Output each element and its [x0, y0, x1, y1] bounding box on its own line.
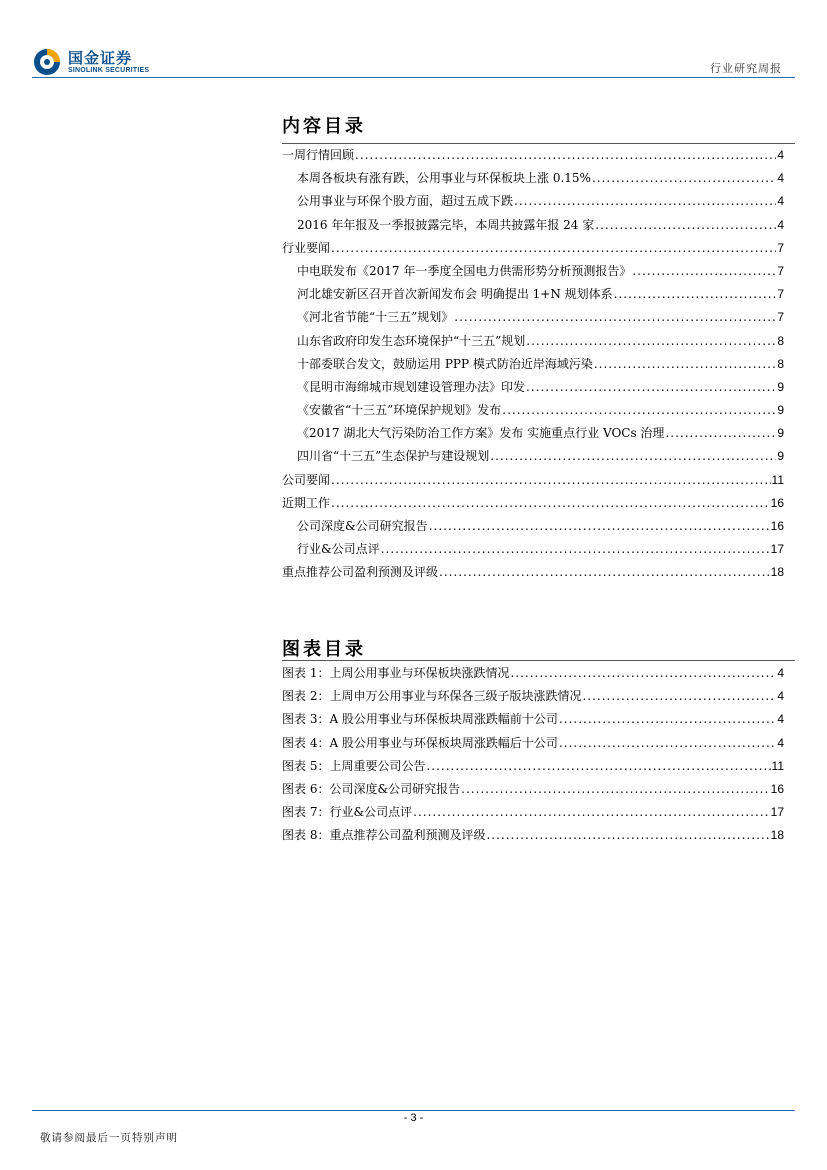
toc-entry[interactable] — [282, 494, 784, 517]
figure-entry-label: 图表 5：上周重要公司公告 — [282, 758, 426, 773]
dot-leader — [439, 565, 770, 579]
figure-entry[interactable] — [282, 757, 784, 780]
toc-entry-label: 近期工作 — [282, 495, 331, 510]
toc-entry[interactable] — [282, 216, 784, 239]
figure-entry-page: 4 — [777, 666, 784, 680]
dot-leader — [614, 287, 777, 301]
header-divider — [32, 77, 795, 78]
toc-entry[interactable] — [282, 308, 784, 331]
toc-entry[interactable] — [282, 239, 784, 262]
figure-entry-page: 4 — [777, 689, 784, 704]
dot-leader — [426, 759, 770, 773]
toc-entry-label: 2016 年年报及一季报披露完毕，本周共披露年报 24 家 — [297, 217, 595, 232]
toc-entry-label: 《河北省节能“十三五”规划》 — [297, 310, 454, 325]
toc-entry-label: 《安徽省“十三五”环境保护规划》发布 — [297, 403, 502, 418]
figure-entry-page: 16 — [770, 781, 784, 796]
toc-entry[interactable] — [282, 169, 784, 192]
toc-entry-page: 11 — [771, 472, 784, 487]
toc-entry[interactable] — [282, 424, 784, 447]
dot-leader — [331, 496, 770, 510]
figure-entry[interactable] — [282, 687, 784, 710]
toc-entry-page: 16 — [770, 519, 784, 533]
toc-entry-page: 7 — [777, 240, 784, 255]
figure-entry[interactable] — [282, 710, 784, 733]
footer-divider — [32, 1110, 795, 1111]
dot-leader — [592, 171, 776, 185]
page-header — [0, 0, 827, 80]
toc-entry-label: 本周各板块有涨有跌，公用事业与环保板块上涨 0.15% — [297, 171, 591, 186]
toc-entry[interactable] — [282, 332, 784, 355]
toc-entry-page: 17 — [770, 542, 784, 557]
toc-entry-page: 9 — [777, 449, 784, 464]
figures-title: 图表目录 — [282, 639, 366, 660]
figure-entry[interactable] — [282, 803, 784, 826]
figure-entry-label: 图表 6：公司深度&公司研究报告 — [282, 781, 461, 796]
logo-mark-icon — [32, 47, 62, 77]
figures-title-rule — [282, 660, 795, 661]
dot-leader — [381, 542, 770, 556]
toc-entry[interactable] — [282, 378, 784, 401]
toc-entry-label: 《昆明市海绵城市规划建设管理办法》印发 — [297, 379, 526, 394]
page-number: - 3 - — [403, 1112, 424, 1124]
dot-leader — [502, 403, 776, 417]
dot-leader — [665, 426, 776, 440]
list-of-figures — [282, 664, 784, 850]
toc-entry[interactable] — [282, 262, 784, 285]
figure-entry[interactable] — [282, 664, 784, 687]
toc-entry-page: 4 — [777, 171, 784, 186]
figure-entry[interactable] — [282, 780, 784, 803]
toc-entry[interactable] — [282, 471, 784, 494]
toc-entry-page: 8 — [777, 356, 784, 371]
dot-leader — [594, 357, 776, 371]
report-type: 行业研究周报 — [710, 62, 782, 75]
dot-leader — [486, 828, 769, 842]
dot-leader — [331, 241, 776, 255]
toc-entry[interactable] — [282, 146, 784, 169]
dot-leader — [461, 782, 770, 796]
toc-entry-label: 公司要闻 — [282, 472, 331, 487]
toc-entry-label: 行业&公司点评 — [297, 542, 380, 557]
toc-entry-label: 十部委联合发文，鼓励运用 PPP 模式防治近岸海域污染 — [297, 356, 593, 371]
toc-entry[interactable] — [282, 285, 784, 308]
figure-entry-page: 11 — [771, 758, 784, 773]
contents-title-rule — [282, 143, 795, 144]
toc-entry-page: 9 — [777, 403, 784, 418]
toc-entry[interactable] — [282, 401, 784, 424]
figure-entry-page: 17 — [770, 805, 784, 820]
dot-leader — [454, 310, 776, 324]
figure-entry-label: 图表 2：上周申万公用事业与环保各三级子版块涨跌情况 — [282, 689, 582, 704]
figure-entry-page: 4 — [777, 712, 784, 727]
figure-entry-page: 4 — [777, 735, 784, 750]
dot-leader — [595, 218, 776, 232]
dot-leader — [514, 194, 776, 208]
toc-entry-label: 公用事业与环保个股方面，超过五成下跌 — [297, 194, 514, 209]
toc-entry[interactable] — [282, 355, 784, 378]
toc-entry-label: 四川省“十三五”生态保护与建设规划 — [297, 449, 490, 464]
toc-entry-page: 4 — [777, 217, 784, 232]
toc-entry-label: 一周行情回顾 — [282, 148, 355, 162]
figure-entry-label: 图表 7：行业&公司点评 — [282, 805, 413, 820]
figure-entry-page: 18 — [770, 828, 784, 843]
sinolink-logo — [32, 46, 149, 78]
toc-entry[interactable] — [282, 447, 784, 470]
toc-entry-label: 重点推荐公司盈利预测及评级 — [282, 565, 439, 580]
dot-leader — [429, 519, 770, 533]
toc-entry-page: 4 — [777, 148, 784, 162]
figure-entry-label: 图表 3：A 股公用事业与环保板块周涨跌幅前十公司 — [282, 712, 558, 727]
toc-entry-page: 18 — [770, 565, 784, 580]
toc-entry-label: 公司深度&公司研究报告 — [297, 519, 428, 533]
dot-leader — [355, 148, 776, 162]
figure-entry-label: 图表 1：上周公用事业与环保板块涨跌情况 — [282, 666, 510, 680]
toc-entry-page: 7 — [777, 310, 784, 325]
toc-entry-label: 河北雄安新区召开首次新闻发布会 明确提出 1+N 规划体系 — [297, 287, 613, 302]
figure-entry-label: 图表 8：重点推荐公司盈利预测及评级 — [282, 828, 486, 843]
dot-leader — [582, 689, 776, 703]
toc-entry[interactable] — [282, 192, 784, 215]
figure-entry-label: 图表 4：A 股公用事业与环保板块周涨跌幅后十公司 — [282, 735, 558, 750]
toc-entry-page: 7 — [777, 287, 784, 302]
toc-entry-label: 中电联发布《2017 年一季度全国电力供需形势分析预测报告》 — [297, 263, 632, 278]
dot-leader — [559, 712, 776, 726]
dot-leader — [510, 666, 776, 680]
toc-entry[interactable] — [282, 540, 784, 563]
dot-leader — [526, 334, 776, 348]
toc-entry-page: 9 — [777, 426, 784, 441]
figure-entry[interactable] — [282, 826, 784, 849]
dot-leader — [331, 473, 771, 487]
toc-entry[interactable] — [282, 517, 784, 540]
dot-leader — [632, 264, 776, 278]
table-of-contents — [282, 146, 784, 587]
dot-leader — [559, 736, 776, 750]
logo-chinese-name: 国金证券 — [68, 48, 133, 67]
logo-english-name: SINOLINK SECURITIES — [68, 66, 150, 74]
toc-entry-label: 行业要闻 — [282, 240, 331, 255]
dot-leader — [490, 449, 776, 463]
toc-entry-page: 9 — [777, 379, 784, 394]
toc-entry-page: 4 — [777, 194, 784, 209]
contents-title: 内容目录 — [282, 116, 366, 137]
dot-leader — [413, 805, 770, 819]
toc-entry-label: 《2017 湖北大气污染防治工作方案》发布 实施重点行业 VOCs 治理 — [297, 426, 665, 441]
disclaimer-note: 敬请参阅最后一页特别声明 — [40, 1132, 178, 1144]
toc-entry-page: 16 — [770, 495, 784, 510]
toc-entry[interactable] — [282, 563, 784, 586]
toc-entry-page: 8 — [777, 333, 784, 348]
toc-entry-label: 山东省政府印发生态环境保护“十三五”规划 — [297, 333, 526, 348]
dot-leader — [526, 380, 776, 394]
figure-entry[interactable] — [282, 734, 784, 757]
toc-entry-page: 7 — [777, 263, 784, 278]
